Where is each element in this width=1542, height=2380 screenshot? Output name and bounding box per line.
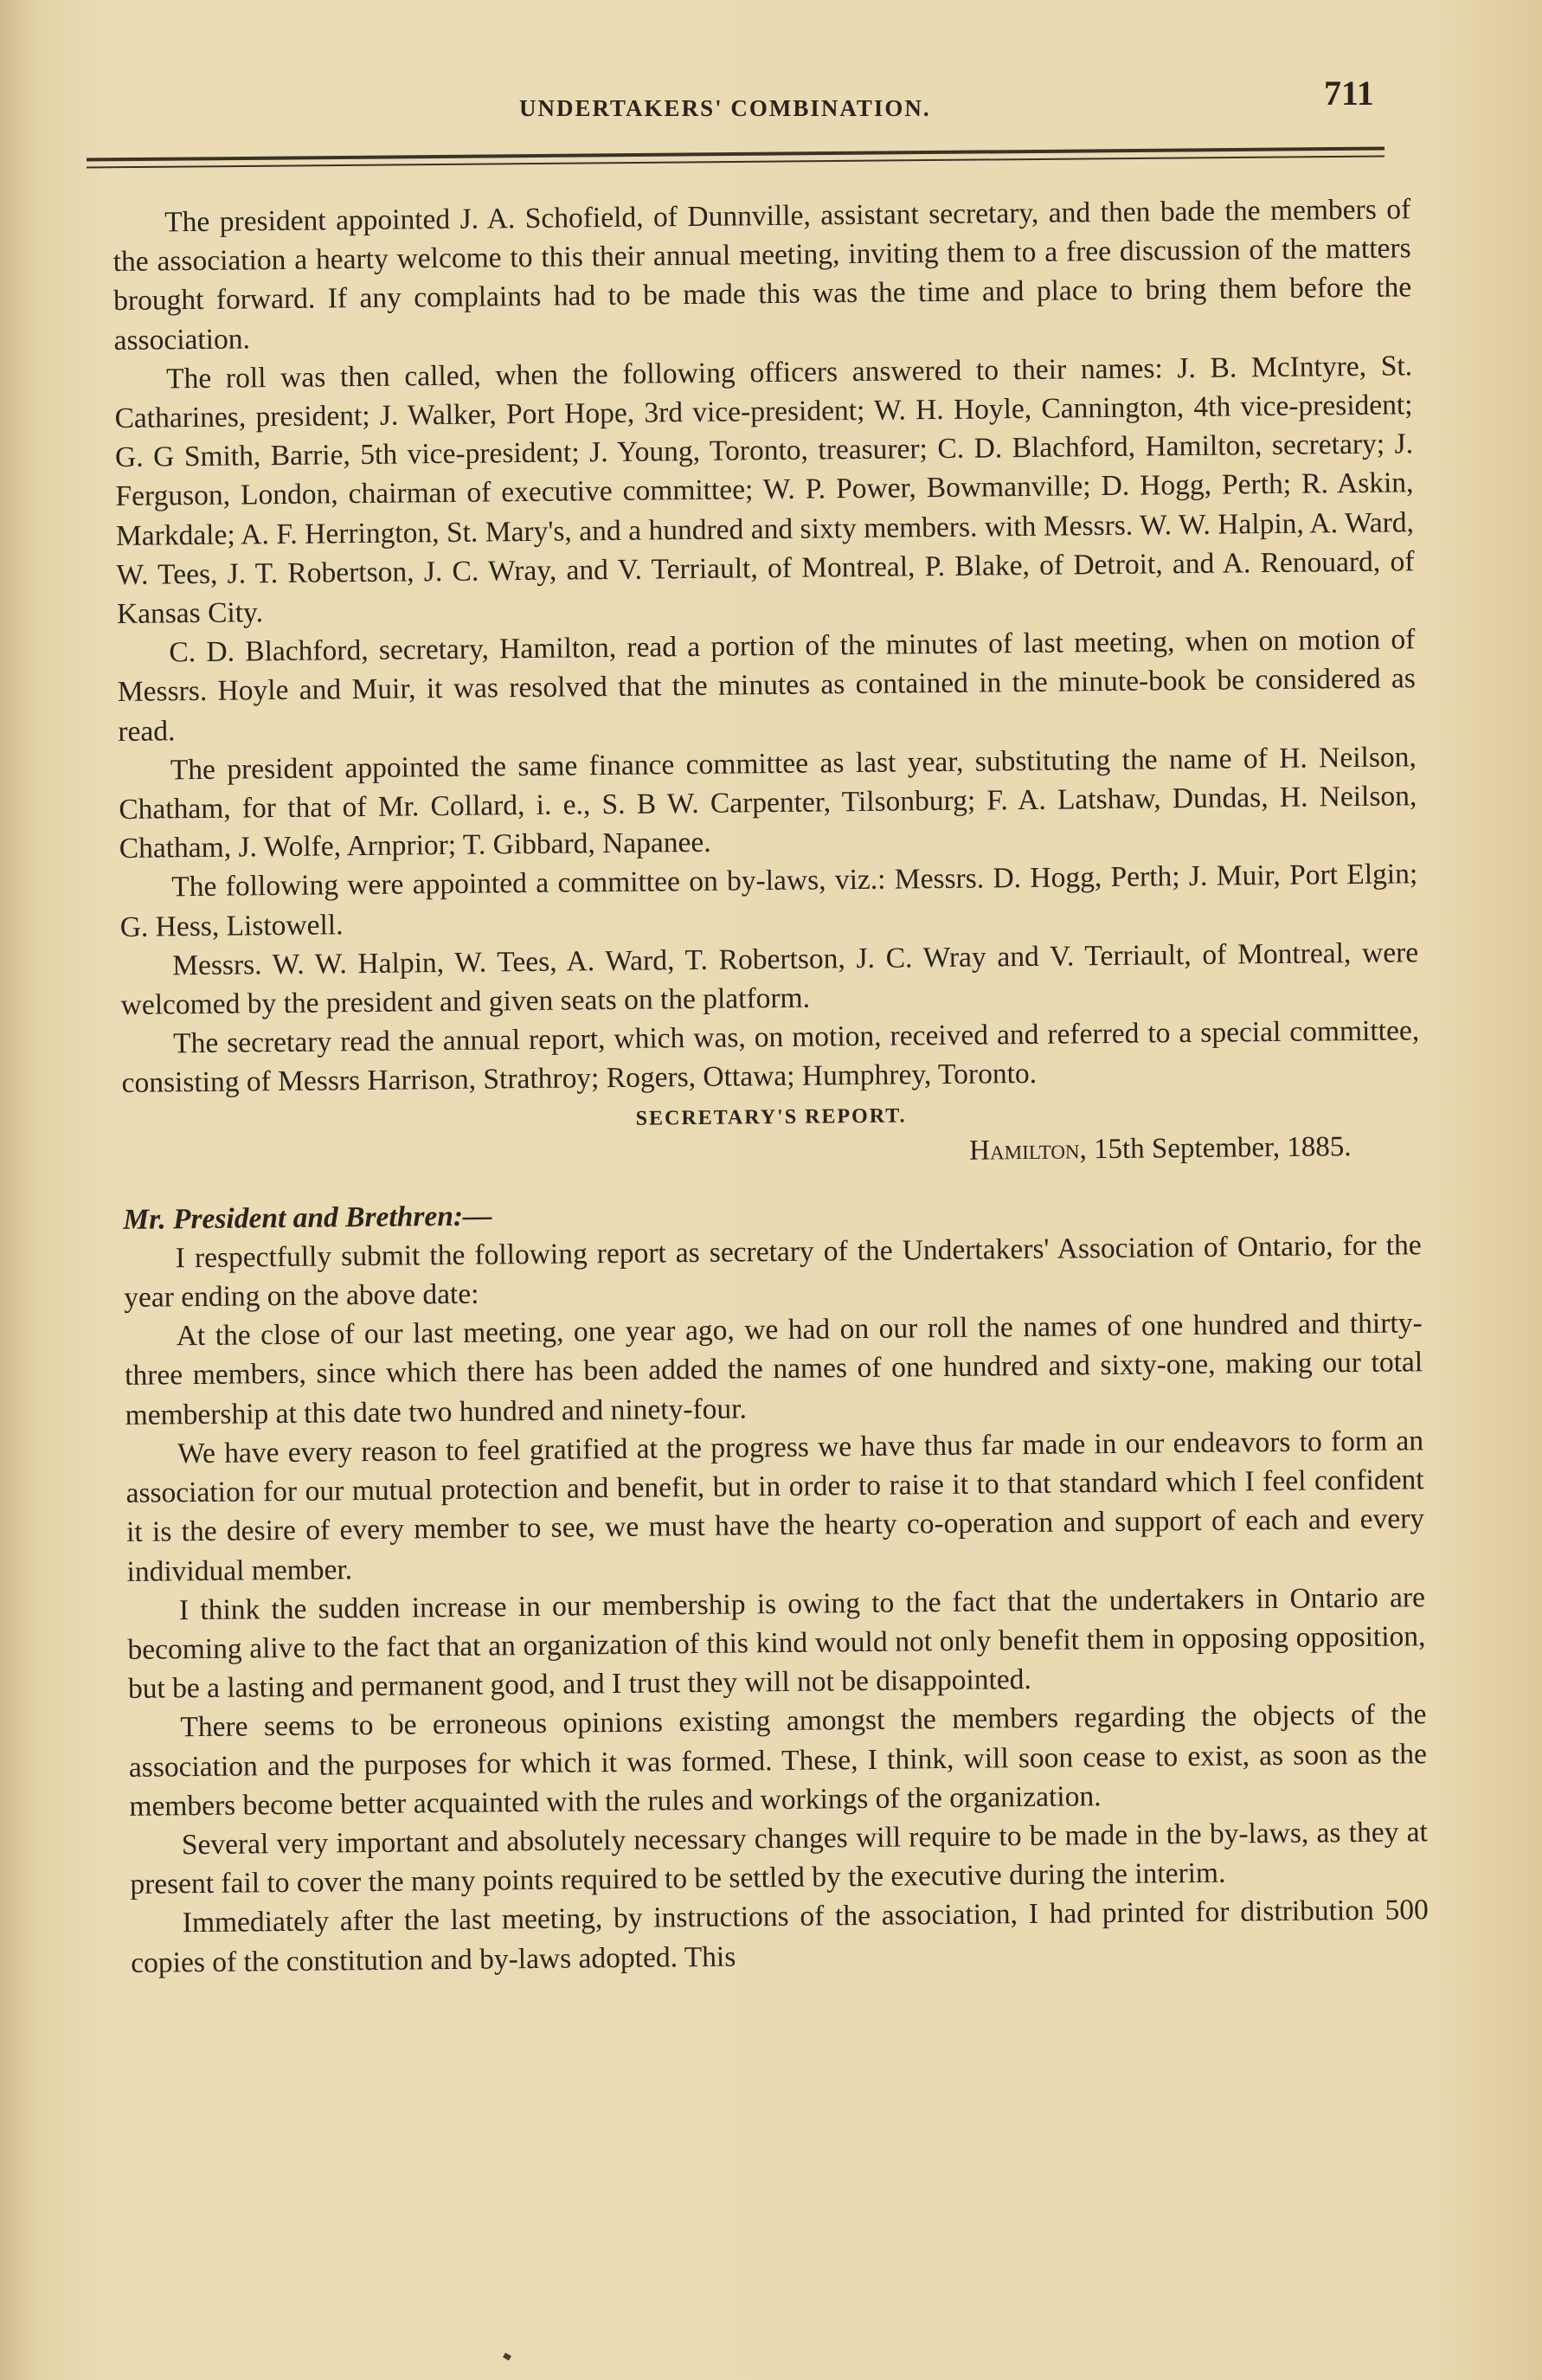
report-paragraph: I think the sudden increase in our membership is owing to the fact that the undertakers in Ontario are becoming alive to the fact that an organization of this kind would not only benefit them in opposing opposition, but be a lasting and permanent good, and I trust they will not be disappointed. <box>127 1580 1426 1706</box>
report-paragraph: At the close of our last meeting, one year ago, we had on our roll the names of one hundred and thirty-three members, since which there has been added the names of one hundred and sixty-one, making our total membership at this date two hundred and ninety-four. <box>124 1307 1423 1431</box>
paragraph-finance-committee: The president appointed the same finance committee as last year, substituting the name of H. Neilson, Chatham, for that of Mr. Collard, i. e., S. B W. Carpenter, Tilsonburg; F. A. Latshaw, Dundas, H. Neilson, Chatham, J. Wolfe, Arnprior; T. Gibbard, Napanee. <box>119 741 1417 865</box>
report-paragraph: I respectfully submit the following report as secretary of the Undertakers' Association of Ontario, for the year ending on the above date: <box>124 1229 1422 1315</box>
dateline-date: 15th September, 1885. <box>1093 1130 1352 1165</box>
report-paragraph: Several very important and absolutely necessary changes will require to be made in the by-laws, as they at present fail to cover the many points required to be settled by the executive during the interim. <box>130 1816 1428 1901</box>
report-paragraph: There seems to be erroneous opinions existing amongst the members regarding the objects of the association and the purposes for which it was formed. These, I think, will soon cease to exist, as soon as the members become better acquainted with the rules and workings of the organization. <box>128 1698 1428 1823</box>
page-number: 711 <box>1324 74 1374 113</box>
dateline-place: Hamilton, <box>969 1133 1087 1167</box>
header-rule-thick <box>87 146 1385 161</box>
paragraph-annual-report: The secretary read the annual report, which was, on motion, received and referred to a special committee, consisting of Messrs Harrison, Strathroy; Rogers, Ottawa; Humphrey, Toronto. <box>121 1014 1420 1100</box>
paragraph-assistant-secretary: The president appointed J. A. Schofield, of Dunnville, assistant secretary, and then bade the members of the association a hearty welcome to this their annual meeting, inviting them to a free discussion of the matters brought forward. If any complaints had to be made this was the time and place to bring them before the association. <box>112 193 1412 357</box>
report-paragraph: We have every reason to feel gratified at the progress we have thus far made in our endeavors to form an association for our mutual protection and benefit, but in order to raise it to that standard which I feel confident it is the desire of every member to see, we must have the hearty co-operation and support of each and every individual member. <box>125 1425 1425 1588</box>
section-heading-secretarys-report: SECRETARY'S REPORT. <box>635 1104 907 1130</box>
paragraph-bylaws-committee: The following were appointed a committee on by-laws, viz.: Messrs. D. Hogg, Perth; J. Muir, Port Elgin; G. Hess, Listowell. <box>119 858 1418 943</box>
ink-speck <box>503 2352 511 2360</box>
running-head: UNDERTAKERS' COMBINATION. <box>519 95 931 121</box>
page-body <box>112 190 1429 1982</box>
paragraph-minutes: C. D. Blachford, secretary, Hamilton, read a portion of the minutes of last meeting, when on motion of Messrs. Hoyle and Muir, it was resolved that the minutes as contained in the minute-book be considered as read. <box>117 623 1417 748</box>
paragraph-montreal-welcome: Messrs. W. W. Halpin, W. Tees, A. Ward, T. Robertson, J. C. Wray and V. Terriault, of Montreal, were welcomed by the president and given seats on the platform. <box>120 936 1419 1022</box>
report-paragraph: Immediately after the last meeting, by instructions of the association, I had printed for distribution 500 copies of the constitution and by-laws adopted. This <box>131 1894 1429 1979</box>
report-salutation: Mr. President and Brethren:— <box>123 1200 492 1236</box>
paragraph-roll-call: The roll was then called, when the following officers answered to their names: J. B. McIntyre, St. Catharines, president; J. Walker, Port Hope, 3rd vice-president; W. H. Hoyle, Cannington, 4th vice-president; G. G Smith, Barrie, 5th vice-president; J. Young, Toronto, treasurer; C. D. Blachford, Hamilton, secretary; J. Ferguson, London, chairman of executive committee; W. P. Power, Bowmanville; D. Hogg, Perth; R. Askin, Markdale; A. F. Herrington, St. Mary's, and a hundred and sixty members. with Messrs. W. W. Halpin, A. Ward, W. Tees, J. T. Robertson, J. C. Wray, and V. Terriault, of Montreal, P. Blake, of Detroit, and A. Renouard, of Kansas City. <box>114 350 1415 631</box>
